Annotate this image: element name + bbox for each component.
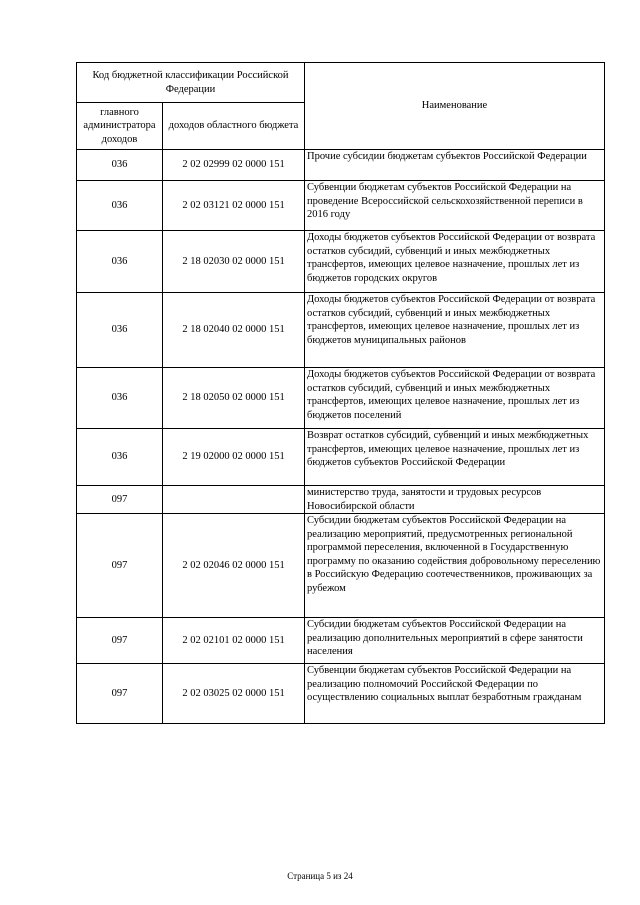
header-admin: главного администратора доходов (77, 103, 163, 150)
admin-code-cell: 036 (77, 181, 163, 231)
table-row (77, 293, 605, 368)
header-name: Наименование (305, 63, 605, 150)
table-row (77, 429, 605, 486)
revenue-code-cell: 2 18 02040 02 0000 151 (163, 293, 305, 368)
table-row (77, 231, 605, 293)
admin-code-cell: 036 (77, 150, 163, 181)
revenue-code-cell: 2 02 03121 02 0000 151 (163, 181, 305, 231)
admin-code-cell: 036 (77, 368, 163, 429)
revenue-name-cell: Доходы бюджетов субъектов Российской Федерации от возврата остатков субсидий, субвенций и иных межбюджетных трансфертов, имеющих целевое назначение, прошлых лет из бюджетов городских округов (305, 231, 605, 293)
revenue-name-cell: Возврат остатков субсидий, субвенций и иных межбюджетных трансфертов, имеющих целевое назначение, прошлых лет из бюджетов субъектов Российской Федерации (305, 429, 605, 486)
revenue-code-cell (163, 486, 305, 514)
table-row (77, 368, 605, 429)
revenue-name-cell: Субсидии бюджетам субъектов Российской Федерации на реализацию мероприятий, предусмотренных региональной программой переселения, включенной в Государственную программу по оказанию содействия добровольному переселению в Российскую Федерацию соотечественников, проживающих за рубежом (305, 514, 605, 618)
admin-code-cell: 097 (77, 664, 163, 724)
table-row (77, 664, 605, 724)
revenue-name-cell: Доходы бюджетов субъектов Российской Федерации от возврата остатков субсидий, субвенций и иных межбюджетных трансфертов, имеющих целевое назначение, прошлых лет из бюджетов муниципальных районов (305, 293, 605, 368)
admin-code-cell: 097 (77, 514, 163, 618)
budget-classification-table (76, 62, 605, 724)
revenue-name-cell: министерство труда, занятости и трудовых ресурсов Новосибирской области (305, 486, 605, 514)
revenue-code-cell: 2 18 02030 02 0000 151 (163, 231, 305, 293)
admin-code-cell: 036 (77, 231, 163, 293)
revenue-name-cell: Доходы бюджетов субъектов Российской Федерации от возврата остатков субсидий, субвенций и иных межбюджетных трансфертов, имеющих целевое назначение, прошлых лет из бюджетов поселений (305, 368, 605, 429)
revenue-code-cell: 2 02 02101 02 0000 151 (163, 618, 305, 664)
revenue-code-cell: 2 18 02050 02 0000 151 (163, 368, 305, 429)
revenue-name-cell: Субвенции бюджетам субъектов Российской Федерации на реализацию полномочий Российской Федерации по осуществлению социальных выплат безработным гражданам (305, 664, 605, 724)
page-number: Страница 5 из 24 (287, 871, 353, 881)
table-row (77, 618, 605, 664)
header-classification-code: Код бюджетной классификации Российской Федерации (77, 63, 305, 103)
table-row (77, 486, 605, 514)
revenue-code-cell: 2 02 02999 02 0000 151 (163, 150, 305, 181)
header-revenue-code: доходов областного бюджета (163, 103, 305, 150)
revenue-code-cell: 2 19 02000 02 0000 151 (163, 429, 305, 486)
revenue-name-cell: Субвенции бюджетам субъектов Российской Федерации на проведение Всероссийской сельскохозяйственной переписи в 2016 году (305, 181, 605, 231)
admin-code-cell: 036 (77, 293, 163, 368)
table-row (77, 514, 605, 618)
revenue-name-cell: Прочие субсидии бюджетам субъектов Российской Федерации (305, 150, 605, 181)
admin-code-cell: 036 (77, 429, 163, 486)
table-row (77, 181, 605, 231)
revenue-code-cell: 2 02 02046 02 0000 151 (163, 514, 305, 618)
admin-code-cell: 097 (77, 618, 163, 664)
revenue-code-cell: 2 02 03025 02 0000 151 (163, 664, 305, 724)
revenue-name-cell: Субсидии бюджетам субъектов Российской Федерации на реализацию дополнительных мероприятий в сфере занятости населения (305, 618, 605, 664)
admin-code-cell: 097 (77, 486, 163, 514)
table-row (77, 150, 605, 181)
